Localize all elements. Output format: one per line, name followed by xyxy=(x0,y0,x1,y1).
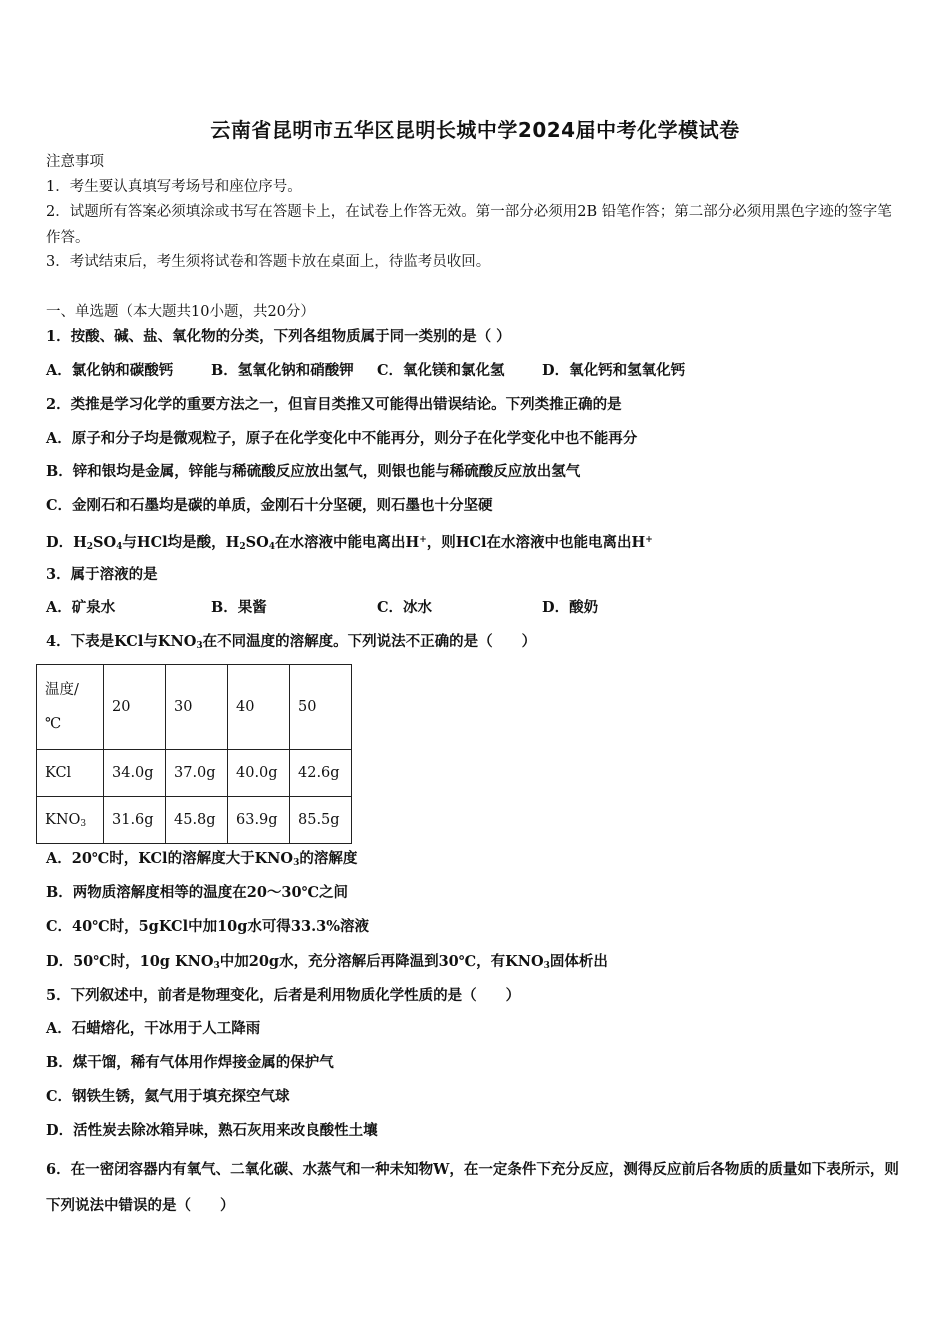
q4-option-d: D．50℃时，10g $KNO_3$中加20g水，充分溶解后再降温到30℃，有$KNO_3$固体析出 xyxy=(46,953,608,971)
table-cell: 45.8g xyxy=(166,797,228,844)
q4-stem: 4．下表是KCl与$KNO_3$在不同温度的溶解度。下列说法不正确的是（ ） xyxy=(46,633,537,651)
q1-option-a: A．氯化钠和碳酸钙 xyxy=(46,362,174,379)
q2-option-c: C．金刚石和石墨均是碳的单质，金刚石十分坚硬，则石墨也十分坚硬 xyxy=(46,497,493,514)
row-label-kno3: $KNO_3$ xyxy=(37,797,104,844)
notice-heading: 注意事项 xyxy=(46,154,104,170)
temp-cell: 20 xyxy=(104,665,166,750)
row-label-kcl: KCl xyxy=(37,750,104,797)
q1-option-c: C．氧化镁和氯化氢 xyxy=(377,362,505,379)
q1-option-d: D．氧化钙和氢氧化钙 xyxy=(542,362,686,379)
table-cell: 85.5g xyxy=(290,797,352,844)
q4-option-a: A．20℃时，KCl的溶解度大于$KNO_3$的溶解度 xyxy=(46,850,358,868)
q1-options xyxy=(46,361,685,381)
q2-option-b: B．锌和银均是金属，锌能与稀硫酸反应放出氢气，则银也能与稀硫酸反应放出氢气 xyxy=(46,463,581,480)
table-header-row xyxy=(37,665,352,750)
q2-option-a: A．原子和分子均是微观粒子，原子在化学变化中不能再分，则分子在化学变化中也不能再分 xyxy=(46,430,638,447)
q5-option-d: D．活性炭去除冰箱异味，熟石灰用来改良酸性土壤 xyxy=(46,1122,378,1139)
q5-option-a: A．石蜡熔化，干冰用于人工降雨 xyxy=(46,1020,261,1037)
q5-option-c: C．钢铁生锈，氦气用于填充探空气球 xyxy=(46,1088,290,1105)
q3-option-b: B．果酱 xyxy=(211,599,267,616)
q3-option-a: A．矿泉水 xyxy=(46,599,116,616)
q5-stem: 5．下列叙述中，前者是物理变化，后者是利用物质化学性质的是（ ） xyxy=(46,987,521,1004)
temp-cell: 50 xyxy=(290,665,352,750)
table-cell: 40.0g xyxy=(228,750,290,797)
q6-stem: 6．在一密闭容器内有氧气、二氧化碳、水蒸气和一种未知物W，在一定条件下充分反应，测得反应前后各物质的质量如下表所示，则下列说法中错误的是（ ） xyxy=(46,1161,899,1214)
q4-option-b: B．两物质溶解度相等的温度在20～30℃之间 xyxy=(46,884,348,901)
table-cell: 63.9g xyxy=(228,797,290,844)
q3-option-d: D．酸奶 xyxy=(542,599,599,616)
table-row-kcl xyxy=(37,750,352,797)
notice-item-1: 1．考生要认真填写考场号和座位序号。 xyxy=(46,179,302,195)
q3-options xyxy=(46,598,598,618)
temp-cell: 40 xyxy=(228,665,290,750)
temp-cell: 30 xyxy=(166,665,228,750)
page-title: 云南省昆明市五华区昆明长城中学2024届中考化学模试卷 xyxy=(210,118,740,142)
q2-option-d: D．$H_2SO_4$与HCl均是酸，$H_2SO_4$在水溶液中能电离出H+，则HCl在水溶液中也能电离出H+ xyxy=(46,534,653,552)
q1-stem: 1．按酸、碱、盐、氧化物的分类，下列各组物质属于同一类别的是（ ） xyxy=(46,328,511,345)
table-cell: 34.0g xyxy=(104,750,166,797)
q3-option-c: C．冰水 xyxy=(377,599,433,616)
temp-header-cell: 温度/℃ xyxy=(37,665,104,750)
notice-item-2: 2．试题所有答案必须填涂或书写在答题卡上，在试卷上作答无效。第一部分必须用2B 铅笔作答；第二部分必须用黑色字迹的签字笔作答。 xyxy=(46,204,892,246)
notice-item-3: 3．考试结束后，考生须将试卷和答题卡放在桌面上，待监考员收回。 xyxy=(46,254,491,270)
table-row-kno3 xyxy=(37,797,352,844)
table-cell: 42.6g xyxy=(290,750,352,797)
section-heading: 一、单选题（本大题共10小题，共20分） xyxy=(46,304,315,320)
table-cell: 37.0g xyxy=(166,750,228,797)
q4-option-c: C．40℃时，5gKCl中加10g水可得33.3%溶液 xyxy=(46,918,369,935)
q5-option-b: B．煤干馏，稀有气体用作焊接金属的保护气 xyxy=(46,1054,334,1071)
table-cell: 31.6g xyxy=(104,797,166,844)
q2-stem: 2．类推是学习化学的重要方法之一，但盲目类推又可能得出错误结论。下列类推正确的是 xyxy=(46,396,622,413)
q1-option-b: B．氢氧化钠和硝酸钾 xyxy=(211,362,354,379)
q3-stem: 3．属于溶液的是 xyxy=(46,566,158,583)
solubility-table xyxy=(36,664,352,844)
